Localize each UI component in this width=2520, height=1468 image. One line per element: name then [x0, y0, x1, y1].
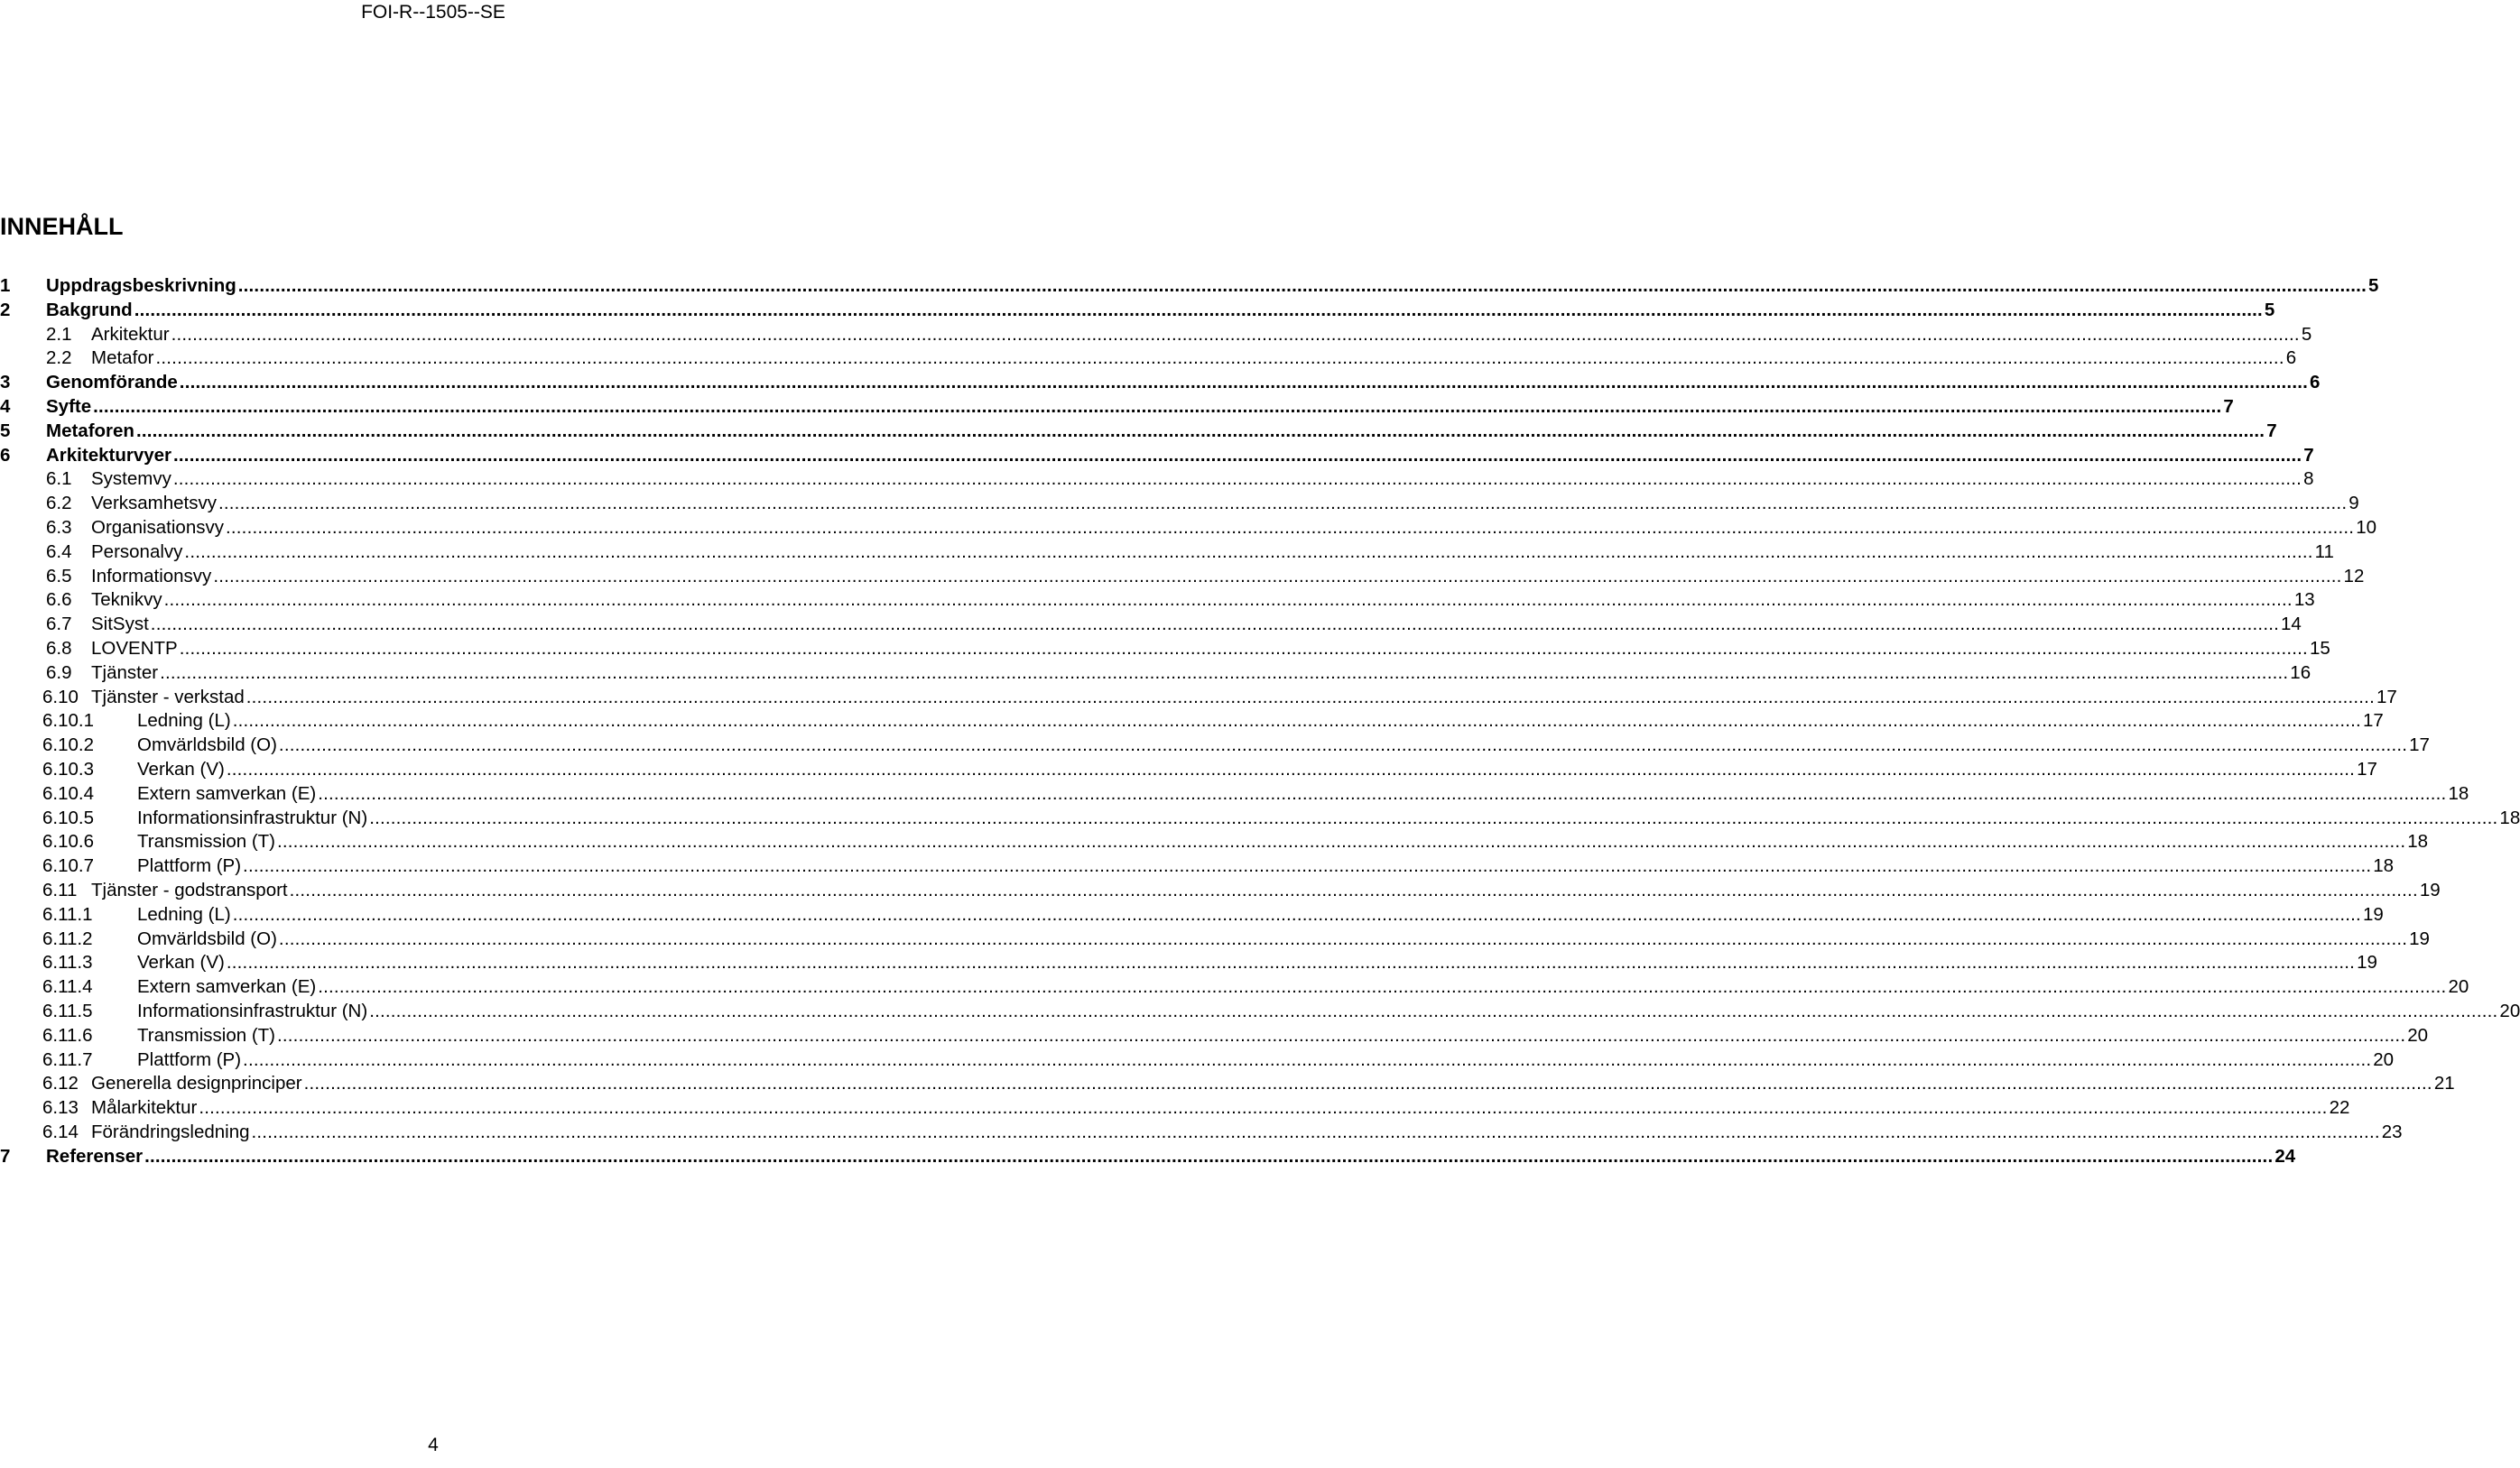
toc-entry-number: 6.11.3	[42, 952, 93, 974]
toc-entry[interactable]	[0, 565, 2365, 589]
toc-entry[interactable]	[0, 540, 2334, 565]
toc-dot-leader: ................................................................................................................................................................................................................................................................................................................................................................................................................	[144, 1145, 2274, 1167]
toc-entry[interactable]	[0, 686, 2397, 710]
toc-entry-line	[91, 492, 2359, 516]
toc-entry-line	[46, 395, 2234, 420]
toc-entry-title: Informationsinfrastruktur (N)	[137, 807, 369, 831]
toc-dot-leader: ................................................................................................................................................................................................................................................................................................................................................................................................................	[171, 323, 2300, 345]
toc-entry-line	[91, 613, 2302, 637]
toc-entry-line	[91, 323, 2312, 347]
toc-dot-leader: ................................................................................................................................................................................................................................................................................................................................................................................................................	[150, 614, 2280, 635]
toc-entry-title: Transmission (T)	[137, 1024, 277, 1048]
toc-entry-title: Bakgrund	[46, 299, 134, 323]
toc-entry-line	[91, 516, 2377, 540]
toc-entry-page: 17	[2407, 734, 2430, 758]
toc-entry-page: 17	[2375, 686, 2397, 710]
toc-entry-number: 6.10.1	[42, 710, 94, 732]
toc-entry[interactable]	[0, 588, 2315, 613]
toc-dot-leader: ................................................................................................................................................................................................................................................................................................................................................................................................................	[213, 565, 2342, 586]
toc-entry-title: Ledning (L)	[137, 903, 233, 928]
toc-entry-title: Ledning (L)	[137, 709, 233, 734]
toc-entry-line	[137, 928, 2430, 952]
toc-entry[interactable]	[0, 879, 2441, 903]
toc-entry-number: 6.14	[42, 1121, 79, 1142]
toc-entry-line	[137, 1000, 2520, 1024]
toc-entry-title: Tjänster - verkstad	[91, 686, 246, 710]
toc-entry[interactable]	[0, 782, 2469, 807]
toc-dot-leader: ................................................................................................................................................................................................................................................................................................................................................................................................................	[172, 468, 2302, 490]
toc-dot-leader: ................................................................................................................................................................................................................................................................................................................................................................................................................	[318, 976, 2447, 998]
toc-entry-line	[137, 830, 2429, 854]
toc-entry-number: 6.10.6	[42, 831, 94, 853]
toc-dot-leader: ................................................................................................................................................................................................................................................................................................................................................................................................................	[135, 420, 2265, 441]
toc-entry-number: 5	[0, 420, 11, 441]
toc-dot-leader: ................................................................................................................................................................................................................................................................................................................................................................................................................	[237, 275, 2367, 296]
toc-entry-title: Genomförande	[46, 371, 180, 395]
toc-entry-line	[137, 1024, 2429, 1048]
toc-entry-line	[137, 807, 2520, 831]
toc-entry-title: Verksamhetsvy	[91, 492, 218, 516]
toc-entry-number: 6.11	[42, 879, 78, 900]
toc-dot-leader: ................................................................................................................................................................................................................................................................................................................................................................................................................	[277, 1024, 2406, 1046]
toc-entry-line	[46, 444, 2314, 468]
toc-dot-leader: ................................................................................................................................................................................................................................................................................................................................................................................................................	[318, 782, 2447, 804]
toc-entry-line	[91, 686, 2397, 710]
toc-dot-leader: ................................................................................................................................................................................................................................................................................................................................................................................................................	[303, 1073, 2432, 1094]
toc-entry-line	[137, 782, 2469, 807]
toc-entry-number: 6.8	[46, 637, 72, 659]
toc-dot-leader: ................................................................................................................................................................................................................................................................................................................................................................................................................	[251, 1121, 2380, 1142]
toc-entry[interactable]	[0, 637, 2330, 661]
toc-entry-line	[137, 903, 2384, 928]
toc-entry-number: 6.11.6	[42, 1024, 93, 1046]
toc-entry-number: 6.13	[42, 1097, 79, 1119]
toc-entry-line	[91, 1121, 2403, 1145]
toc-entry-page: 21	[2432, 1072, 2455, 1096]
toc-dot-leader: ................................................................................................................................................................................................................................................................................................................................................................................................................	[199, 1097, 2328, 1119]
toc-dot-leader: ................................................................................................................................................................................................................................................................................................................................................................................................................	[289, 879, 2418, 900]
document-id: FOI-R--1505--SE	[361, 2, 505, 23]
toc-entry-title: Verkan (V)	[137, 758, 227, 782]
toc-dot-leader: ................................................................................................................................................................................................................................................................................................................................................................................................................	[134, 299, 2263, 320]
toc-entry-page: 19	[2361, 903, 2384, 928]
toc-entry[interactable]	[0, 734, 2430, 758]
toc-entry-page: 16	[2288, 661, 2311, 686]
toc-entry[interactable]	[0, 1145, 2296, 1169]
toc-entry-number: 6.7	[46, 614, 72, 635]
toc-entry-page: 23	[2380, 1121, 2403, 1145]
toc-entry-title: Informationsinfrastruktur (N)	[137, 1000, 369, 1024]
toc-entry-title: Metaforen	[46, 420, 136, 444]
toc-entry-page: 24	[2273, 1145, 2295, 1169]
toc-entry[interactable]	[0, 807, 2520, 831]
toc-entry[interactable]	[0, 854, 2395, 879]
toc-entry-title: Målarkitektur	[91, 1096, 199, 1121]
toc-entry-number: 6.9	[46, 661, 72, 683]
toc-entry[interactable]	[0, 323, 2312, 347]
toc-dot-leader: ................................................................................................................................................................................................................................................................................................................................................................................................................	[163, 589, 2293, 611]
toc-dot-leader: ................................................................................................................................................................................................................................................................................................................................................................................................................	[218, 493, 2348, 514]
toc-dot-leader: ................................................................................................................................................................................................................................................................................................................................................................................................................	[225, 516, 2355, 538]
toc-entry-title: Plattform (P)	[137, 854, 243, 879]
toc-entry-number: 2.2	[46, 347, 72, 369]
toc-entry-page: 5	[2300, 323, 2312, 347]
toc-entry-number: 7	[0, 1145, 11, 1167]
toc-entry-title: Referenser	[46, 1145, 144, 1169]
toc-entry-line	[91, 540, 2334, 565]
toc-entry-number: 6.10.7	[42, 855, 94, 877]
toc-entry-line	[137, 1048, 2395, 1073]
toc-entry-title: Omvärldsbild (O)	[137, 734, 279, 758]
toc-entry-number: 6.11.2	[42, 928, 93, 949]
toc-entry[interactable]	[0, 492, 2359, 516]
toc-entry[interactable]	[0, 1000, 2520, 1024]
toc-entry-page: 5	[2367, 274, 2378, 299]
toc-entry-page: 22	[2328, 1096, 2350, 1121]
toc-dot-leader: ................................................................................................................................................................................................................................................................................................................................................................................................................	[246, 686, 2375, 707]
toc-entry-number: 6.10	[42, 686, 79, 707]
toc-entry-title: Extern samverkan (E)	[137, 782, 318, 807]
toc-entry-line	[46, 299, 2275, 323]
toc-entry[interactable]	[0, 661, 2312, 686]
toc-dot-leader: ................................................................................................................................................................................................................................................................................................................................................................................................................	[155, 347, 2284, 369]
toc-entry-page: 20	[2497, 1000, 2520, 1024]
toc-entry[interactable]	[0, 1072, 2455, 1096]
toc-entry[interactable]	[0, 613, 2302, 637]
toc-heading: INNEHÅLL	[0, 213, 124, 240]
toc-entry-page: 5	[2263, 299, 2274, 323]
toc-entry-number: 6.4	[46, 540, 72, 562]
toc-dot-leader: ................................................................................................................................................................................................................................................................................................................................................................................................................	[232, 903, 2361, 925]
toc-entry-title: Arkitektur	[91, 323, 171, 347]
toc-entry-page: 20	[2405, 1024, 2428, 1048]
toc-entry-page: 10	[2354, 516, 2376, 540]
toc-dot-leader: ................................................................................................................................................................................................................................................................................................................................................................................................................	[278, 734, 2408, 756]
toc-entry[interactable]	[0, 395, 2234, 420]
toc-entry-page: 7	[2302, 444, 2313, 468]
toc-entry-number: 6.10.3	[42, 758, 94, 780]
toc-entry-line	[137, 734, 2430, 758]
toc-entry-number: 6.11.5	[42, 1000, 93, 1021]
toc-entry-page: 7	[2221, 395, 2233, 420]
toc-entry-title: Systemvy	[91, 467, 173, 492]
toc-dot-leader: ................................................................................................................................................................................................................................................................................................................................................................................................................	[277, 831, 2406, 853]
toc-entry-title: Organisationsvy	[91, 516, 226, 540]
toc-entry-page: 8	[2302, 467, 2313, 492]
toc-entry-line	[137, 758, 2377, 782]
toc-entry-number: 6.12	[42, 1073, 79, 1094]
toc-entry-page: 7	[2265, 420, 2276, 444]
toc-entry-title: Teknikvy	[91, 588, 164, 613]
toc-entry-number: 3	[0, 372, 11, 393]
toc-dot-leader: ................................................................................................................................................................................................................................................................................................................................................................................................................	[226, 758, 2356, 780]
toc-entry-page: 17	[2355, 758, 2377, 782]
toc-entry[interactable]	[0, 371, 2321, 395]
toc-entry-title: Metafor	[91, 346, 156, 371]
toc-entry-title: Plattform (P)	[137, 1048, 243, 1073]
toc-entry-line	[91, 467, 2314, 492]
toc-dot-leader: ................................................................................................................................................................................................................................................................................................................................................................................................................	[160, 661, 2289, 683]
toc-entry-line	[91, 1096, 2350, 1121]
toc-entry-line	[137, 951, 2377, 975]
toc-entry-page: 19	[2355, 951, 2377, 975]
toc-entry-line	[91, 661, 2312, 686]
toc-entry-title: Verkan (V)	[137, 951, 227, 975]
toc-entry-number: 6.11.7	[42, 1048, 93, 1070]
toc-entry[interactable]	[0, 758, 2377, 782]
page-number: 4	[428, 1435, 439, 1455]
toc-dot-leader: ................................................................................................................................................................................................................................................................................................................................................................................................................	[232, 710, 2361, 732]
toc-entry-page: 12	[2342, 565, 2365, 589]
toc-entry-number: 6.10.4	[42, 782, 94, 804]
toc-entry-page: 19	[2407, 928, 2430, 952]
toc-entry-line	[91, 879, 2441, 903]
toc-entry[interactable]	[0, 709, 2384, 734]
toc-dot-leader: ................................................................................................................................................................................................................................................................................................................................................................................................................	[179, 372, 2309, 393]
toc-entry-number: 2	[0, 299, 11, 320]
toc-entry-line	[46, 1145, 2296, 1169]
toc-entry[interactable]	[0, 299, 2275, 323]
toc-entry-number: 6.1	[46, 468, 72, 490]
toc-entry-page: 18	[2497, 807, 2520, 831]
toc-entry-title: Extern samverkan (E)	[137, 975, 318, 1000]
toc-entry[interactable]	[0, 951, 2377, 975]
toc-entry[interactable]	[0, 444, 2314, 468]
toc-entry-line	[91, 637, 2330, 661]
toc-dot-leader: ................................................................................................................................................................................................................................................................................................................................................................................................................	[226, 952, 2356, 974]
toc-dot-leader: ................................................................................................................................................................................................................................................................................................................................................................................................................	[179, 637, 2308, 659]
toc-dot-leader: ................................................................................................................................................................................................................................................................................................................................................................................................................	[369, 1000, 2498, 1021]
toc-entry-number: 6.2	[46, 493, 72, 514]
toc-entry-number: 6.11.4	[42, 976, 93, 998]
toc-dot-leader: ................................................................................................................................................................................................................................................................................................................................................................................................................	[243, 1048, 2372, 1070]
toc-entry-line	[91, 1072, 2455, 1096]
toc-entry-number: 6.3	[46, 516, 72, 538]
toc-dot-leader: ................................................................................................................................................................................................................................................................................................................................................................................................................	[369, 807, 2498, 828]
toc-entry[interactable]	[0, 928, 2430, 952]
toc-entry-page: 14	[2279, 613, 2302, 637]
toc-entry-page: 11	[2313, 540, 2334, 565]
toc-entry[interactable]	[0, 903, 2384, 928]
toc-entry-line	[46, 420, 2277, 444]
toc-entry-line	[46, 274, 2379, 299]
toc-entry[interactable]	[0, 975, 2469, 1000]
toc-entry-title: Tjänster	[91, 661, 160, 686]
toc-entry-title: Tjänster - godstransport	[91, 879, 290, 903]
toc-entry-title: Omvärldsbild (O)	[137, 928, 279, 952]
toc-entry-title: Transmission (T)	[137, 830, 277, 854]
toc-entry-number: 6.10.2	[42, 734, 94, 756]
toc-entry-page: 15	[2308, 637, 2330, 661]
toc-entry-page: 6	[2284, 346, 2296, 371]
toc-entry-number: 6.6	[46, 589, 72, 611]
toc-entry-page: 9	[2347, 492, 2358, 516]
toc-entry-page: 13	[2293, 588, 2315, 613]
toc-entry[interactable]	[0, 420, 2277, 444]
toc-entry-title: Förändringsledning	[91, 1121, 252, 1145]
toc-entry[interactable]	[0, 1121, 2403, 1145]
toc-entry-number: 6	[0, 444, 11, 466]
toc-entry-line	[46, 371, 2321, 395]
toc-entry[interactable]	[0, 830, 2429, 854]
toc-entry-page: 17	[2361, 709, 2384, 734]
toc-entry-number: 6.5	[46, 565, 72, 586]
table-of-contents	[0, 274, 2520, 1168]
toc-entry-number: 2.1	[46, 323, 72, 345]
toc-entry-number: 6.11.1	[42, 903, 93, 925]
toc-entry-line	[137, 709, 2384, 734]
toc-entry-line	[91, 565, 2365, 589]
toc-entry[interactable]	[0, 1048, 2395, 1073]
toc-entry-line	[91, 588, 2315, 613]
toc-entry-page: 20	[2446, 975, 2469, 1000]
toc-entry-number: 4	[0, 395, 11, 417]
toc-entry-page: 18	[2446, 782, 2469, 807]
toc-entry-number: 6.10.5	[42, 807, 94, 828]
toc-entry[interactable]	[0, 274, 2379, 299]
toc-entry-line	[137, 854, 2395, 879]
toc-entry-title: Personalvy	[91, 540, 184, 565]
toc-entry-line	[91, 346, 2297, 371]
toc-entry-page: 18	[2405, 830, 2428, 854]
toc-dot-leader: ................................................................................................................................................................................................................................................................................................................................................................................................................	[278, 928, 2408, 949]
toc-dot-leader: ................................................................................................................................................................................................................................................................................................................................................................................................................	[243, 855, 2372, 877]
toc-entry-title: Arkitekturvyer	[46, 444, 173, 468]
toc-entry-title: Informationsvy	[91, 565, 213, 589]
toc-entry-title: LOVENTP	[91, 637, 180, 661]
toc-entry-title: Generella designprinciper	[91, 1072, 304, 1096]
toc-entry-page: 20	[2371, 1048, 2394, 1073]
toc-dot-leader: ................................................................................................................................................................................................................................................................................................................................................................................................................	[184, 540, 2313, 562]
toc-entry-line	[137, 975, 2469, 1000]
toc-entry-page: 18	[2371, 854, 2394, 879]
toc-dot-leader: ................................................................................................................................................................................................................................................................................................................................................................................................................	[93, 395, 2222, 417]
toc-dot-leader: ................................................................................................................................................................................................................................................................................................................................................................................................................	[173, 444, 2302, 466]
toc-entry-page: 6	[2308, 371, 2320, 395]
toc-entry[interactable]	[0, 1024, 2429, 1048]
toc-entry[interactable]	[0, 516, 2377, 540]
toc-entry-title: SitSyst	[91, 613, 151, 637]
toc-entry-title: Syfte	[46, 395, 93, 420]
toc-entry[interactable]	[0, 467, 2314, 492]
toc-entry[interactable]	[0, 346, 2297, 371]
toc-entry-number: 1	[0, 275, 11, 296]
toc-entry-title: Uppdragsbeskrivning	[46, 274, 238, 299]
toc-entry-page: 19	[2418, 879, 2441, 903]
toc-entry[interactable]	[0, 1096, 2350, 1121]
